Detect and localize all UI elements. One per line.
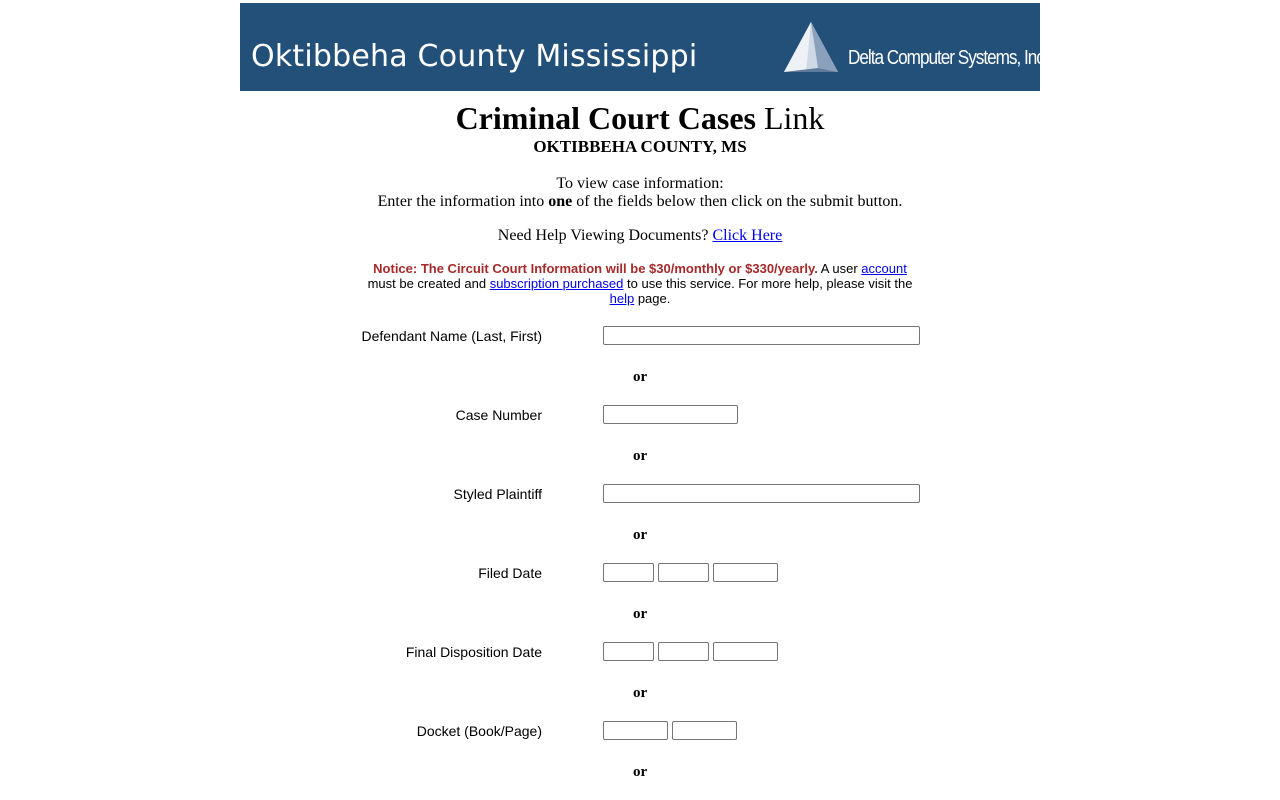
or-separator: or: [633, 685, 648, 701]
instructions-bold: one: [548, 193, 573, 210]
case-number-input[interactable]: [603, 405, 738, 424]
county-subtitle: OKTIBBEHA COUNTY, MS: [533, 137, 747, 156]
or-separator: or: [633, 527, 648, 543]
styled-plaintiff-label: Styled Plaintiff: [453, 486, 542, 502]
or-separator: or: [633, 369, 648, 385]
page-title: [0, 98, 1280, 138]
instructions-prefix: Enter the information into: [377, 193, 549, 210]
subscription-purchased-link[interactable]: subscription purchased: [489, 276, 624, 291]
styled-plaintiff-input[interactable]: [603, 484, 920, 503]
click-here-link[interactable]: Click Here: [712, 227, 783, 244]
notice-text4: page.: [634, 291, 671, 306]
filed-date-year-input[interactable]: [713, 563, 778, 582]
final-disposition-year-input[interactable]: [713, 642, 778, 661]
defendant-name-label: Defendant Name (Last, First): [361, 328, 542, 344]
instructions-line2: [0, 193, 1280, 211]
notice-block: [360, 261, 920, 306]
or-separator: or: [633, 606, 648, 622]
header-banner: [240, 3, 1048, 91]
or-separator: or: [633, 764, 648, 780]
instructions-suffix: of the fields below then click on the submit button.: [572, 193, 903, 210]
final-disposition-month-input[interactable]: [603, 642, 654, 661]
banner-title: Oktibbeha County Mississippi: [251, 39, 698, 74]
logo-text: Delta Computer Systems, Inc.: [848, 47, 1048, 69]
notice-text3: to use this service. For more help, please visit the: [623, 276, 913, 291]
help-viewing-line: [0, 227, 1280, 245]
account-link[interactable]: account: [861, 261, 907, 276]
title-normal: Link: [755, 100, 825, 136]
docket-label: Docket (Book/Page): [416, 723, 542, 739]
delta-logo-icon: [782, 20, 840, 78]
title-bold: Criminal Court Cases: [455, 100, 756, 136]
final-disposition-day-input[interactable]: [658, 642, 709, 661]
instructions-line1: To view case information:: [556, 175, 724, 192]
case-number-label: Case Number: [455, 407, 542, 423]
filed-date-label: Filed Date: [478, 565, 542, 581]
or-separator: or: [633, 448, 648, 464]
help-text: Need Help Viewing Documents?: [497, 227, 713, 244]
docket-book-input[interactable]: [603, 721, 668, 740]
notice-pricing: Notice: The Circuit Court Information will be $30/monthly or $330/yearly.: [373, 261, 818, 276]
defendant-name-input[interactable]: [603, 326, 920, 345]
notice-text2: must be created and: [367, 276, 490, 291]
final-disposition-date-label: Final Disposition Date: [405, 644, 542, 660]
notice-text1: A user: [817, 261, 862, 276]
filed-date-day-input[interactable]: [658, 563, 709, 582]
docket-page-input[interactable]: [672, 721, 737, 740]
filed-date-month-input[interactable]: [603, 563, 654, 582]
help-link[interactable]: help: [609, 291, 635, 306]
